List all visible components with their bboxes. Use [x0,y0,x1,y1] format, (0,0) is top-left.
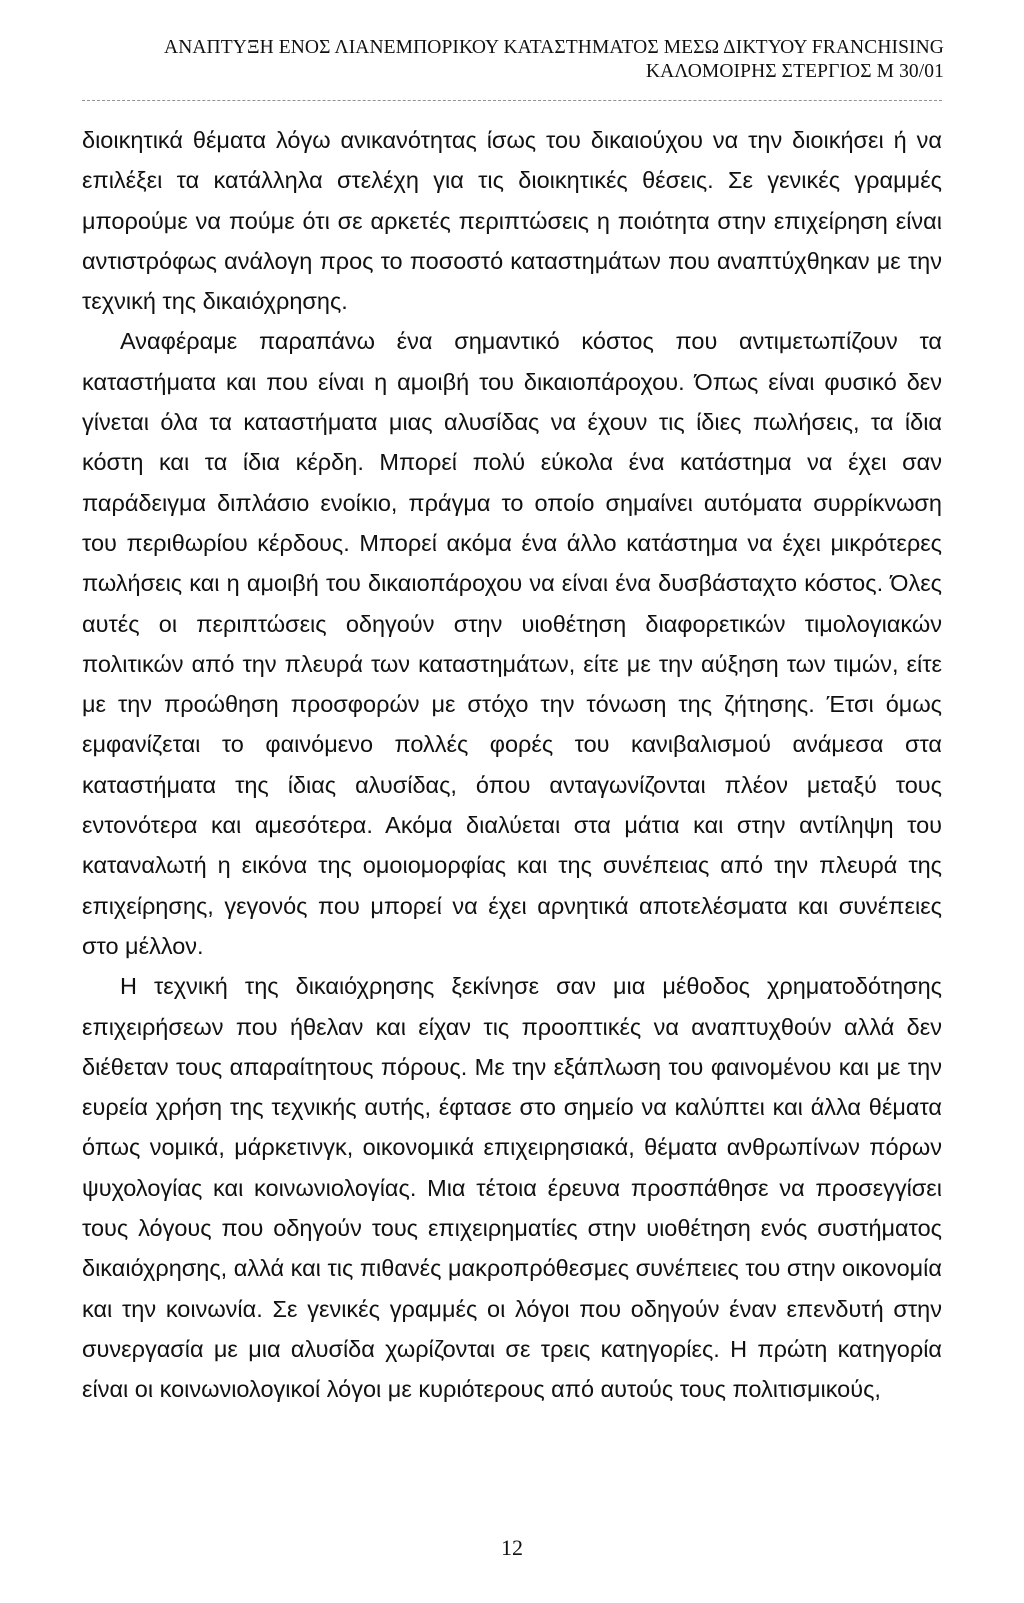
paragraph-1: διοικητικά θέματα λόγω ανικανότητας ίσως του δικαιούχου να την διοικήσει ή να επιλέξει τα κατάλληλα στελέχη για τις διοικητικές θέσεις. Σε γενικές γραμμές μπορούμε να πούμε ότι σε αρκετές περιπτώσεις η ποιότητα στην επιχείρηση είναι αντιστρόφως ανάλογη προς το ποσοστό καταστημάτων που αναπτύχθηκαν με την τεχνική της δικαιόχρησης. [82,127,942,315]
body-text [82,120,942,1410]
paragraph-2: Αναφέραμε παραπάνω ένα σημαντικό κόστος που αντιμετωπίζουν τα καταστήματα και που είναι η αμοιβή του δικαιοπάροχου. Όπως είναι φυσικό δεν γίνεται όλα τα καταστήματα μιας αλυσίδας να έχουν τις ίδιες πωλήσεις, τα ίδια κόστη και τα ίδια κέρδη. Μπορεί πολύ εύκολα ένα κατάστημα να έχει σαν παράδειγμα διπλάσιο ενοίκιο, πράγμα το οποίο σημαίνει αυτόματα συρρίκνωση του περιθωρίου κέρδους. Μπορεί ακόμα ένα άλλο κατάστημα να έχει μικρότερες πωλήσεις και η αμοιβή του δικαιοπάροχου να είναι ένα δυσβάσταχτο κόστος. Όλες αυτές οι περιπτώσεις οδηγούν στην υιοθέτηση διαφορετικών τιμολογιακών πολιτικών από την πλευρά των καταστημάτων, είτε με την αύξηση των τιμών, είτε με την προώθηση προσφορών με στόχο την τόνωση της ζήτησης. Έτσι όμως εμφανίζεται το φαινόμενο πολλές φορές του κανιβαλισμού ανάμεσα στα καταστήματα της ίδιας αλυσίδας, όπου ανταγωνίζονται πλέον μεταξύ τους εντονότερα και αμεσότερα. Ακόμα διαλύεται στα μάτια και στην αντίληψη του καταναλωτή η εικόνα της ομοιομορφίας και της συνέπειας από την πλευρά της επιχείρησης, γεγονός που μπορεί να έχει αρνητικά αποτελέσματα και συνέπειες στο μέλλον. [82,328,942,959]
page-number: 12 [501,1535,523,1560]
header-title: ΑΝΑΠΤΥΞΗ ΕΝΟΣ ΛΙΑΝΕΜΠΟΡΙΚΟΥ ΚΑΤΑΣΤΗΜΑΤΟΣ ΜΕΣΩ ΔΙΚΤΥΟΥ FRANCHISING [164,37,944,58]
header-author: ΚΑΛΟΜΟΙΡΗΣ ΣΤΕΡΓΙΟΣ Μ 30/01 [645,61,944,82]
paragraph-3: Η τεχνική της δικαιόχρησης ξεκίνησε σαν μια μέθοδος χρηματοδότησης επιχειρήσεων που ήθελαν και είχαν τις προοπτικές να αναπτυχθούν αλλά δεν διέθεταν τους απαραίτητους πόρους. Με την εξάπλωση του φαινομένου και με την ευρεία χρήση της τεχνικής αυτής, έφτασε στο σημείο να καλύπτει και άλλα θέματα όπως νομικά, μάρκετινγκ, οικονομικά επιχειρησιακά, θέματα ανθρωπίνων πόρων ψυχολογίας και κοινωνιολογίας. Μια τέτοια έρευνα προσπάθησε να προσεγγίσει τους λόγους που οδηγούν τους επιχειρηματίες στην υιοθέτηση ενός συστήματος δικαιόχρησης, αλλά και τις πιθανές μακροπρόθεσμες συνέπειες του στην οικονομία και την κοινωνία. Σε γενικές γραμμές οι λόγοι που οδηγούν έναν επενδυτή στην συνεργασία με μια αλυσίδα χωρίζονται σε τρεις κατηγορίες. Η πρώτη κατηγορία είναι οι κοινωνιολογικοί λόγοι με κυριότερους από αυτούς τους πολιτισμικούς, [82,973,942,1403]
header-divider [82,100,942,101]
running-header [80,36,944,84]
